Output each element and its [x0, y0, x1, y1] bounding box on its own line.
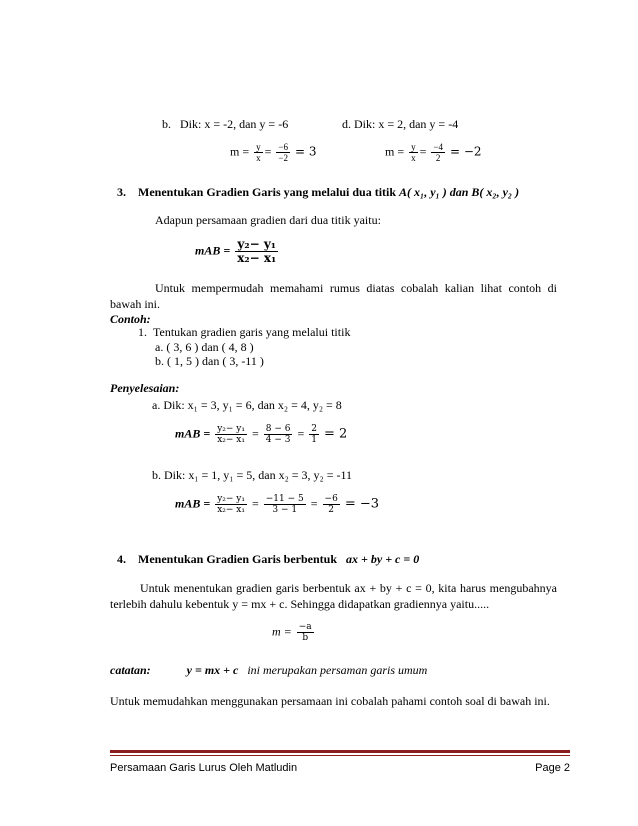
penyelesaian-label: Penyelesaian:: [110, 381, 180, 395]
question-1: 1. Tentukan gradien garis yang melalui titik: [138, 325, 351, 339]
footer-divider: [110, 750, 570, 753]
solution-b-formula: mAB = $\frac{\text{y₂− y₁}}{\text{x₂− x₁}}$ = $\frac{-11 - 5}{3 - 1}$ = $\frac{-6}{2}$ = −3: [175, 494, 380, 515]
solution-b-given: b. Dik: x₁ = 1, y₁ = 5, dan x₂ = 3, y₂ = -11: [152, 468, 353, 482]
item-b-formula: m = $\frac{y}{x}$ = $\frac{-6}{-2}$ = 3: [230, 142, 317, 163]
item-d-given: d. Dik: x = 2, dan y = -4: [342, 117, 459, 131]
section-3-heading: 3. Menentukan Gradien Garis yang melalui dua titik A( x₁, y₁ ) dan B( x₂, y₂ ): [117, 185, 520, 199]
footer-title: Persamaan Garis Lurus Oleh Matludin: [110, 762, 298, 774]
contoh-label: Contoh:: [110, 312, 151, 326]
section-3-intro: Adapun persamaan gradien dari dua titik yaitu:: [155, 213, 381, 227]
item-b-given: b. Dik: x = -2, dan y = -6: [162, 117, 289, 131]
page-number: Page 2: [535, 762, 570, 774]
section-4-paragraph: Untuk menentukan gradien garis berbentuk ax + by + c = 0, kita harus mengubahnya terlebih dahulu kebentuk y = mx + c. Sehingga didapatkan gradiennya yaitu.....: [110, 581, 557, 611]
closing-paragraph: Untuk memudahkan menggunakan persamaan ini cobalah pahami contoh soal di bawah ini.: [110, 694, 550, 708]
section-4-formula: m = $\frac{-a}{b}$: [272, 622, 312, 643]
question-1a: a. ( 3, 6 ) dan ( 4, 8 ): [155, 340, 254, 354]
item-d-formula: m = $\frac{y}{x}$ = $\frac{-4}{2}$ = −2: [385, 142, 482, 163]
catatan-line: catatan: y = mx + c ini merupakan persaman garis umum: [110, 663, 428, 677]
section-4-heading: 4. Menentukan Gradien Garis berbentuk ax + by + c = 0: [117, 552, 420, 566]
solution-a-formula: mAB = $\frac{\text{y₂− y₁}}{\text{x₂− x₁}}$ = $\frac{8 - 6}{4 - 3}$ = $\frac{2}{1}$ = 2: [175, 424, 348, 445]
footer-divider-thin: [110, 755, 570, 756]
gradient-formula: mAB = $\frac{\text{y₂− y₁}}{\text{x₂− x₁}}$: [195, 237, 277, 265]
section-3-paragraph: Untuk mempermudah memahami rumus diatas cobalah kalian lihat contoh di bawah ini.: [110, 281, 557, 311]
question-1b: b. ( 1, 5 ) dan ( 3, -11 ): [155, 354, 264, 368]
solution-a-given: a. Dik: x₁ = 3, y₁ = 6, dan x₂ = 4, y₂ = 8: [152, 398, 342, 412]
